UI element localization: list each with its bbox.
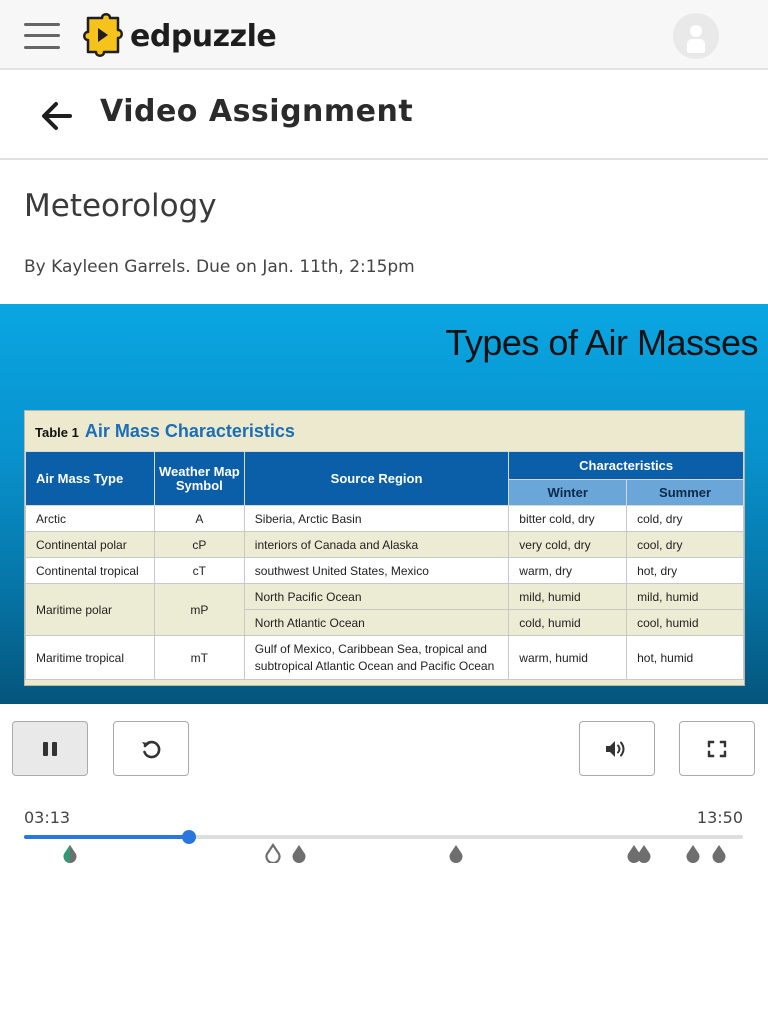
volume-button[interactable] (579, 721, 655, 776)
cell-source: interiors of Canada and Alaska (244, 532, 509, 558)
question-marker-icon[interactable] (62, 843, 78, 863)
question-marker-icon[interactable] (291, 843, 307, 863)
table-caption (35, 421, 295, 442)
edpuzzle-logo[interactable] (82, 12, 276, 60)
progress-fill (24, 835, 189, 839)
header-symbol: Weather Map Symbol (154, 452, 244, 506)
cell-winter: mild, humid (509, 584, 627, 610)
cell-source: Siberia, Arctic Basin (244, 506, 509, 532)
cell-winter: bitter cold, dry (509, 506, 627, 532)
pause-button[interactable] (12, 721, 88, 776)
header-summer: Summer (627, 480, 744, 506)
cell-summer: hot, dry (627, 558, 744, 584)
cell-winter: cold, humid (509, 610, 627, 636)
progress-track[interactable] (24, 835, 743, 839)
cell-type: Continental tropical (26, 558, 155, 584)
progress-scrubber-handle[interactable] (182, 830, 196, 844)
volume-icon (604, 739, 630, 759)
cell-summer: mild, humid (627, 584, 744, 610)
rewind-icon (140, 738, 162, 760)
cell-type: Maritime polar (26, 584, 155, 636)
assignment-subtitle: By Kayleen Garrels. Due on Jan. 11th, 2:15pm (24, 257, 415, 277)
cell-symbol: mP (154, 584, 244, 636)
user-avatar[interactable] (673, 13, 719, 59)
cell-type: Arctic (26, 506, 155, 532)
cell-summer: hot, humid (627, 636, 744, 680)
header-characteristics: Characteristics (509, 452, 744, 480)
question-markers (24, 843, 743, 865)
cell-summer: cold, dry (627, 506, 744, 532)
table-row (26, 636, 744, 680)
cell-winter: warm, humid (509, 636, 627, 680)
page-header (0, 72, 768, 160)
cell-symbol: A (154, 506, 244, 532)
fullscreen-icon (707, 740, 727, 758)
current-time: 03:13 (24, 808, 71, 827)
fullscreen-button[interactable] (679, 721, 755, 776)
rewind-button[interactable] (113, 721, 189, 776)
table-label: Table 1 (35, 425, 79, 440)
hamburger-menu-icon[interactable] (24, 22, 60, 50)
question-marker-icon[interactable] (711, 843, 727, 863)
pause-icon (41, 740, 59, 758)
slide-title: Types of Air Masses (445, 322, 758, 363)
table-row (26, 532, 744, 558)
header-air-mass-type: Air Mass Type (26, 452, 155, 506)
slide-table (24, 410, 745, 686)
logo-text: edpuzzle (130, 18, 277, 54)
cell-source: North Pacific Ocean (244, 584, 509, 610)
header-source-region: Source Region (244, 452, 509, 506)
cell-summer: cool, dry (627, 532, 744, 558)
question-marker-icon[interactable] (636, 843, 652, 863)
table-name: Air Mass Characteristics (84, 421, 295, 441)
table-row (26, 584, 744, 610)
cell-symbol: cP (154, 532, 244, 558)
air-mass-table (25, 451, 744, 680)
cell-symbol: mT (154, 636, 244, 680)
cell-winter: very cold, dry (509, 532, 627, 558)
question-marker-icon[interactable] (448, 843, 464, 863)
header-winter: Winter (509, 480, 627, 506)
assignment-title: Meteorology (24, 188, 217, 224)
cell-winter: warm, dry (509, 558, 627, 584)
top-bar (0, 0, 768, 70)
cell-type: Maritime tropical (26, 636, 155, 680)
puzzle-piece-icon (82, 12, 126, 60)
table-row (26, 506, 744, 532)
question-marker-icon[interactable] (685, 843, 701, 863)
table-row (26, 558, 744, 584)
cell-type: Continental polar (26, 532, 155, 558)
page-title: Video Assignment (100, 94, 414, 129)
back-arrow-icon[interactable] (40, 100, 74, 132)
question-marker-icon[interactable] (265, 843, 281, 863)
duration-time: 13:50 (696, 808, 743, 827)
cell-summer: cool, humid (627, 610, 744, 636)
video-player[interactable] (0, 304, 768, 704)
cell-source: North Atlantic Ocean (244, 610, 509, 636)
cell-source: Gulf of Mexico, Caribbean Sea, tropical and subtropical Atlantic Ocean and Pacific Ocean (244, 636, 509, 680)
cell-symbol: cT (154, 558, 244, 584)
cell-source: southwest United States, Mexico (244, 558, 509, 584)
